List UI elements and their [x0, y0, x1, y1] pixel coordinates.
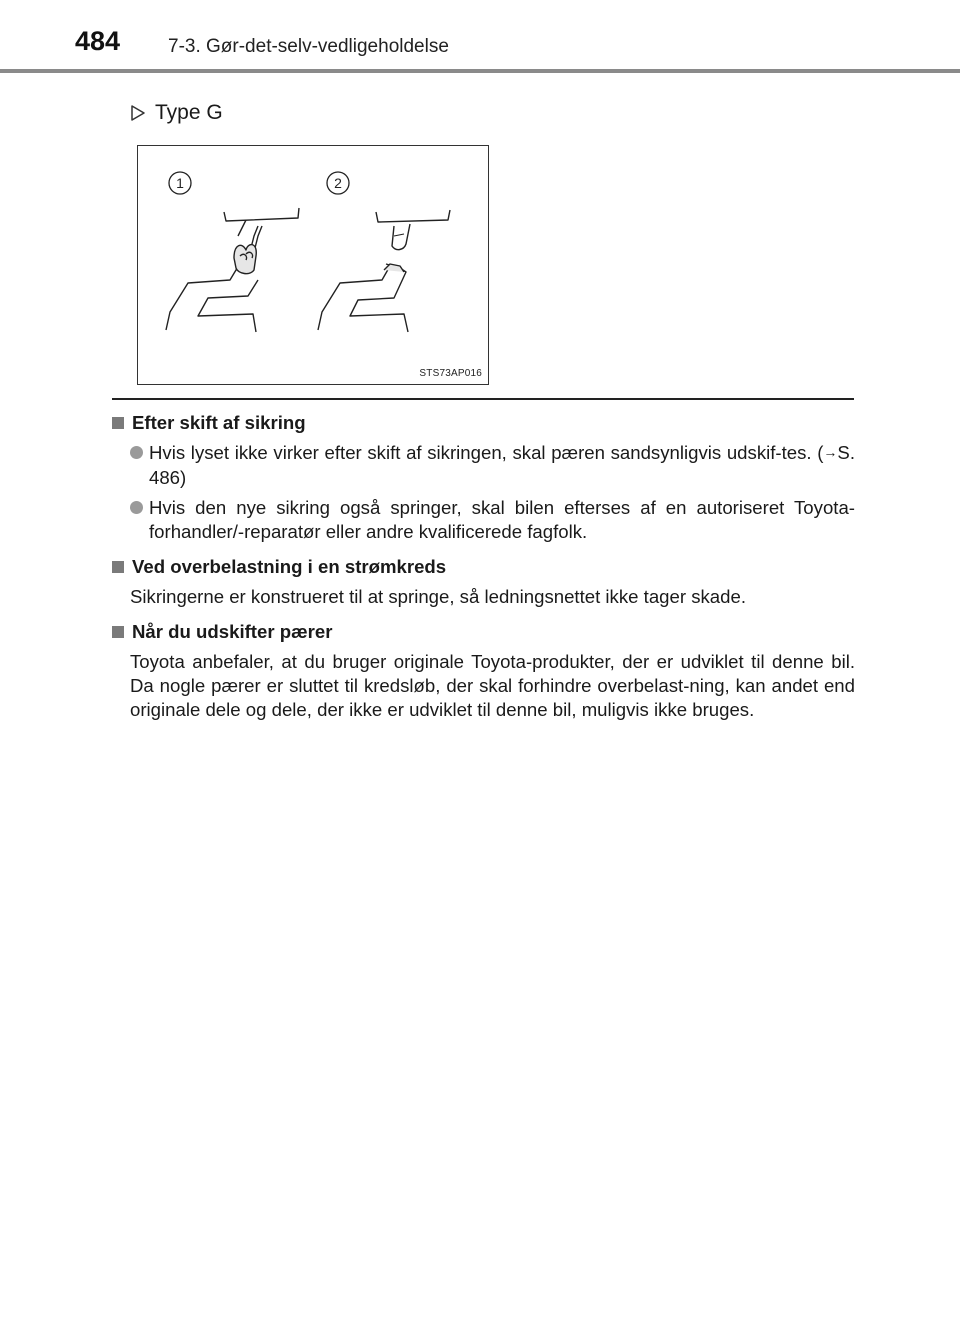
- section-title: 7-3. Gør-det-selv-vedligeholdelse: [168, 36, 449, 57]
- heading-text: Når du udskifter pærer: [132, 621, 333, 642]
- heading-replacing-bulbs: [110, 620, 855, 644]
- square-marker-icon: [112, 626, 124, 638]
- page-number: 484: [75, 26, 121, 56]
- square-marker-icon: [112, 417, 124, 429]
- fuse-illustration: [138, 146, 488, 384]
- bullet-text: [149, 441, 855, 490]
- bullet-text-main: Hvis lyset ikke virker efter skift af sikringen, skal pæren sandsynligvis udskif-tes. (: [149, 442, 824, 463]
- bullet-text: Hvis den nye sikring også springer, skal bilen efterses af en autoriseret Toyota-forhandler/-reparatør eller andre kvalificerede fagfolk.: [149, 497, 855, 542]
- list-item: [110, 496, 855, 544]
- square-marker-icon: [112, 561, 124, 573]
- paragraph: Sikringerne er konstrueret til at springe, så ledningsnettet ikke tager skade.: [130, 586, 746, 607]
- image-code: STS73AP016: [419, 368, 482, 379]
- circle-bullet-icon: [130, 446, 143, 459]
- callout-1: [169, 172, 191, 194]
- svg-text:2: 2: [334, 175, 342, 191]
- list-item: [110, 441, 855, 490]
- circle-bullet-icon: [130, 501, 143, 514]
- fuse-blown: [318, 210, 450, 332]
- callout-2: [327, 172, 349, 194]
- type-label: Type G: [155, 101, 223, 124]
- content-rule: [112, 398, 854, 400]
- right-triangle-arrow-icon: [131, 105, 145, 121]
- figure-box: [137, 145, 489, 385]
- heading-text: Ved overbelastning i en strømkreds: [132, 556, 447, 577]
- type-heading: [131, 101, 223, 125]
- heading-after-fuse-change: [110, 411, 855, 435]
- fuse-intact: [166, 208, 299, 332]
- heading-circuit-overload: [110, 555, 855, 579]
- svg-text:1: 1: [176, 175, 184, 191]
- content: [110, 408, 855, 722]
- heading-text: Efter skift af sikring: [132, 412, 306, 433]
- paragraph: Toyota anbefaler, at du bruger originale Toyota-produkter, der er udviklet til denne bil. Da nogle pærer er sluttet til kredsløb, der skal forhindre overbelast-ning, kan andet end originale dele og dele, der ikke er udviklet til denne bil, muligvis ikke bruges.: [130, 651, 855, 720]
- header-rule: [0, 69, 960, 73]
- reference-arrow-icon: →: [823, 444, 838, 460]
- page-reference-link[interactable]: S. 486): [149, 442, 855, 488]
